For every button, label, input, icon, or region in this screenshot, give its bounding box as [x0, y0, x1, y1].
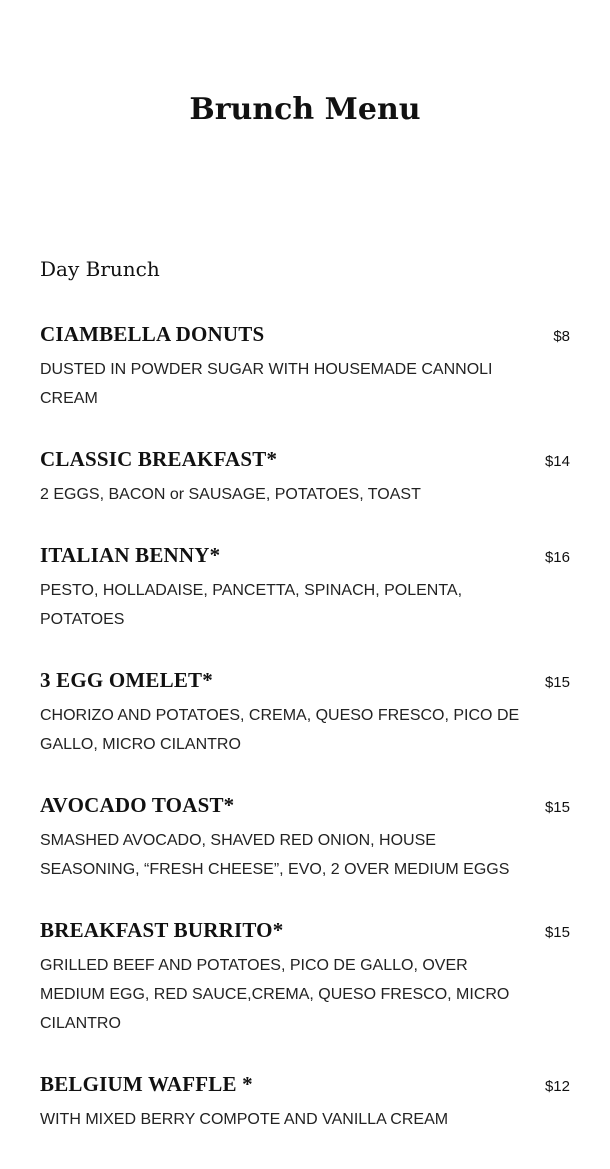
menu-item: [40, 791, 570, 884]
menu-item-header: [40, 1070, 570, 1098]
menu-item-price: $15: [544, 924, 570, 941]
menu-item-name: BELGIUM WAFFLE *: [40, 1072, 253, 1096]
menu-item: [40, 320, 570, 413]
menu-item-price: $15: [544, 674, 570, 691]
menu-item-name: ITALIAN BENNY*: [40, 543, 221, 567]
menu-item: [40, 916, 570, 1038]
menu-item-name: CIAMBELLA DONUTS: [40, 322, 265, 346]
menu-item-description: SMASHED AVOCADO, SHAVED RED ONION, HOUSE SEASONING, “FRESH CHEESE”, EVO, 2 OVER MEDIUM EGGS: [40, 832, 510, 878]
menu-item-description: DUSTED IN POWDER SUGAR WITH HOUSEMADE CANNOLI CREAM: [40, 361, 493, 407]
menu-item-price: $16: [544, 549, 570, 566]
menu-list: [40, 320, 570, 1166]
menu-item-header: [40, 541, 570, 569]
menu-item-description: GRILLED BEEF AND POTATOES, PICO DE GALLO, OVER MEDIUM EGG, RED SAUCE,CREMA, QUESO FRESCO, MICRO CILANTRO: [40, 957, 510, 1032]
page-title: Brunch Menu: [189, 92, 421, 127]
menu-item-price: $15: [544, 799, 570, 816]
menu-item-price: $14: [544, 453, 570, 470]
menu-item-price: $12: [544, 1078, 570, 1095]
menu-item-name: 3 EGG OMELET*: [40, 668, 213, 692]
menu-item-name: AVOCADO TOAST*: [40, 793, 235, 817]
menu-item-header: [40, 791, 570, 819]
menu-item: [40, 541, 570, 634]
menu-item: [40, 666, 570, 759]
menu-item-name: BREAKFAST BURRITO*: [40, 918, 284, 942]
menu-item: [40, 445, 570, 509]
menu-item-header: [40, 445, 570, 473]
menu-item-description: CHORIZO AND POTATOES, CREMA, QUESO FRESCO, PICO DE GALLO, MICRO CILANTRO: [40, 707, 520, 753]
menu-item-description: PESTO, HOLLADAISE, PANCETTA, SPINACH, POLENTA, POTATOES: [40, 582, 463, 628]
menu-item-name: CLASSIC BREAKFAST*: [40, 447, 278, 471]
menu-item: [40, 1070, 570, 1134]
menu-item-header: [40, 666, 570, 694]
menu-item-header: [40, 320, 570, 348]
section-title: Day Brunch: [40, 257, 160, 281]
menu-item-header: [40, 916, 570, 944]
menu-item-price: $8: [553, 328, 570, 345]
menu-item-description: WITH MIXED BERRY COMPOTE AND VANILLA CREAM: [40, 1111, 449, 1128]
menu-item-description: 2 EGGS, BACON or SAUSAGE, POTATOES, TOAST: [40, 486, 421, 503]
